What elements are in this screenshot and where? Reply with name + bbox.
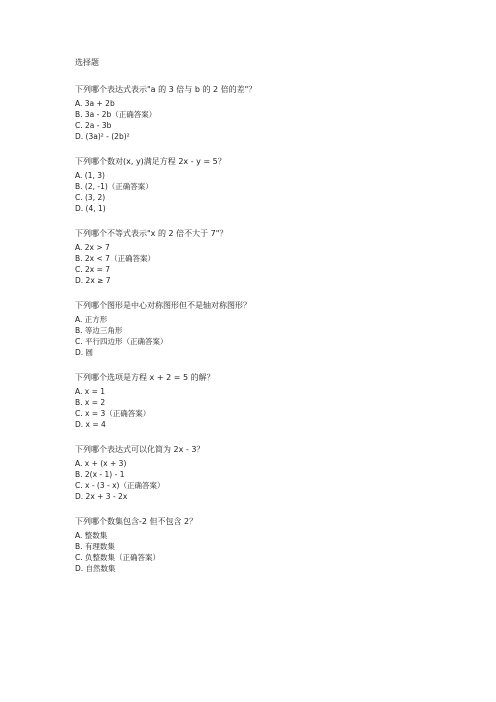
option-a: A. 2x > 7	[75, 243, 110, 252]
question-6	[75, 445, 475, 502]
option-d: D. 2x + 3 - 2x	[75, 492, 128, 501]
question-stem: 下列哪个图形是中心对称图形但不是轴对称图形？	[75, 301, 251, 310]
question-1	[75, 85, 475, 142]
question-7	[75, 517, 475, 574]
option-d: D. 圆	[75, 348, 94, 357]
option-a: A. 3a + 2b	[75, 99, 115, 108]
option-d: D. (4, 1)	[75, 204, 106, 213]
option-a: A. x + (x + 3)	[75, 459, 127, 468]
option-c: C. 2x = 7	[75, 265, 111, 274]
option-d: D. (3a)² - (2b)²	[75, 132, 130, 141]
question-stem: 下列哪个表达式可以化简为 2x - 3？	[75, 445, 205, 454]
option-d: D. 自然数集	[75, 564, 116, 573]
option-d: D. 2x ≥ 7	[75, 276, 111, 285]
option-b: B. 2x < 7（正确答案）	[75, 254, 155, 263]
option-b: B. 2(x - 1) - 1	[75, 470, 125, 479]
option-c: C. x = 3（正确答案）	[75, 409, 151, 418]
document-page	[75, 58, 475, 589]
option-a: A. 整数集	[75, 531, 108, 540]
question-stem: 下列哪个数对(x, y)满足方程 2x - y = 5？	[75, 157, 226, 166]
option-c: C. x - (3 - x)（正确答案）	[75, 481, 165, 490]
option-a: A. (1, 3)	[75, 171, 105, 180]
question-stem: 下列哪个不等式表示"x 的 2 倍不大于 7"？	[75, 229, 228, 238]
question-stem: 下列哪个数集包含-2 但不包含 2？	[75, 517, 198, 526]
question-3	[75, 229, 475, 286]
question-5	[75, 373, 475, 430]
option-a: A. 正方形	[75, 315, 108, 324]
option-b: B. 有理数集	[75, 542, 115, 551]
option-b: B. x = 2	[75, 398, 106, 407]
option-d: D. x = 4	[75, 420, 106, 429]
option-c: C. 2a - 3b	[75, 121, 112, 130]
option-c: C. 负整数集（正确答案）	[75, 553, 161, 562]
question-4	[75, 301, 475, 358]
option-a: A. x = 1	[75, 387, 106, 396]
question-stem: 下列哪个表达式表示"a 的 3 倍与 b 的 2 倍的差"？	[75, 85, 257, 94]
option-b: B. 等边三角形	[75, 326, 123, 335]
document-title: 选择题	[75, 58, 99, 67]
option-b: B. (2, -1)（正确答案）	[75, 182, 153, 191]
option-b: B. 3a - 2b（正确答案）	[75, 110, 157, 119]
option-c: C. 平行四边形（正确答案）	[75, 337, 168, 346]
question-stem: 下列哪个选项是方程 x + 2 = 5 的解？	[75, 373, 215, 382]
question-2	[75, 157, 475, 214]
option-c: C. (3, 2)	[75, 193, 106, 202]
